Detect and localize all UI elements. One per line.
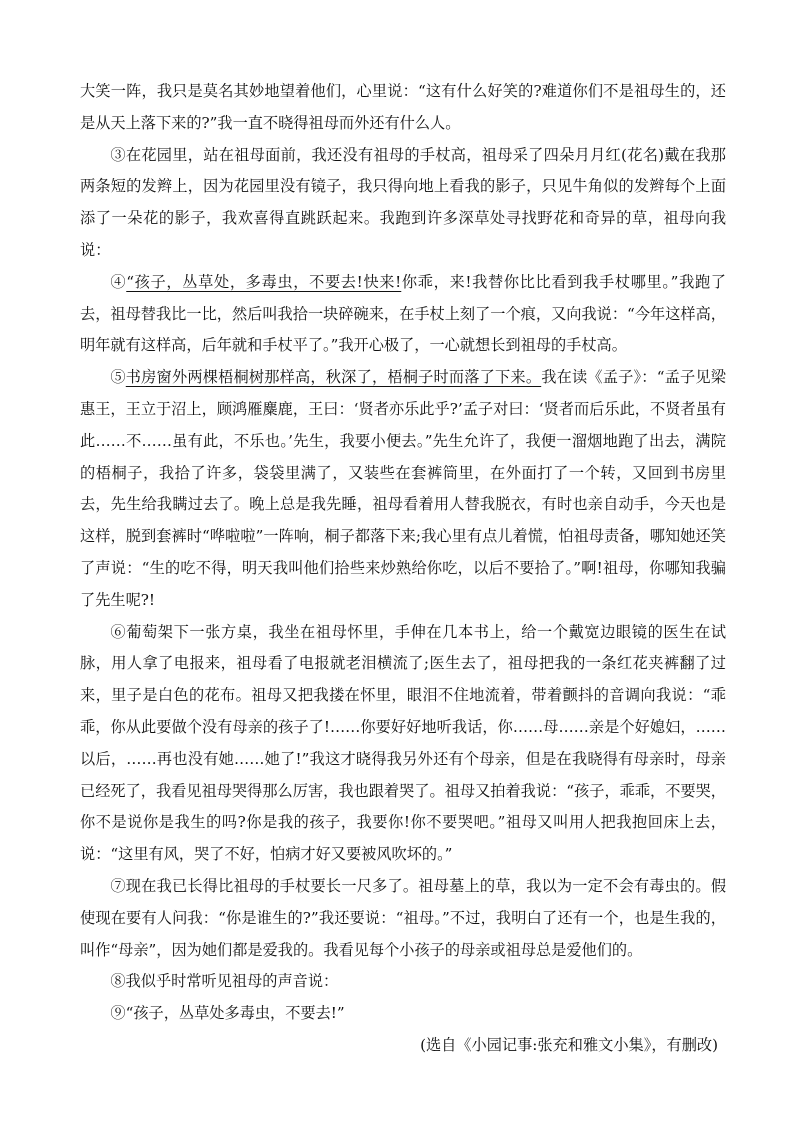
paragraph-text: ⑦现在我已长得比祖母的手杖要长一尺多了。祖母墓上的草，我以为一定不会有毒虫的。假使现在要有人问我：“你是谁生的?”我还要说：“祖母。”不过，我明白了还有一个，也是生我的，叫作“母亲”，因为她们都是爱我的。我看见每个小孩子的母亲或祖母总是爱他们的。: [80, 876, 726, 959]
paragraph-text: ③在花园里，站在祖母面前，我还没有祖母的手杖高，祖母采了四朵月月红(花名)戴在我那两条短的发辫上，因为花园里没有镜子，我只得向地上看我的影子，只见牛角似的发辫每个上面添了一朵花的影子，我欢喜得直跳跃起来。我跑到许多深草处寻找野花和奇异的草，祖母向我说：: [80, 145, 726, 259]
paragraph-text: ⑧我似乎时常听见祖母的声音说：: [110, 972, 339, 991]
paragraph-6: [80, 617, 726, 871]
source-citation: [80, 1030, 726, 1062]
paragraph-number: ⑤: [110, 368, 126, 387]
document-page: [80, 76, 726, 1062]
paragraph-text: 大笑一阵，我只是莫名其妙地望着他们，心里说：“这有什么好笑的?难道你们不是祖母生的，还是从天上落下来的?”我一直不晓得祖母而外还有什么人。: [80, 82, 726, 132]
paragraph-number: ④: [110, 272, 127, 291]
paragraph-9: [80, 998, 726, 1030]
paragraph-4: [80, 267, 726, 362]
paragraph-3: [80, 140, 726, 267]
paragraph-5: [80, 362, 726, 616]
paragraph-text: 我在读《孟子》：“孟子见梁惠王，王立于沼上，顾鸿雁麋鹿，王曰：‘贤者亦乐此乎?’孟子对曰：‘贤者而后乐此，不贤者虽有此……不……虽有此，不乐也。’先生，我要小便去。”先生允许了，我便一溜烟地跑了出去，满院的梧桐子，我拾了许多，袋袋里满了，又装些在套裤筒里，在外面打了一个转，又回到书房里去，先生给我瞒过去了。晚上总是我先睡，祖母看着用人替我脱衣，有时也亲自动手，今天也是这样，脱到套裤时“哗啦啦”一阵响，桐子都落下来;我心里有点儿着慌，怕祖母责备，哪知她还笑了声说：“生的吃不得，明天我叫他们拾些来炒熟给你吃，以后不要拾了。”啊!祖母，你哪知我骗了先生呢?!: [80, 368, 726, 609]
underlined-sentence: 书房窗外两棵梧桐树那样高，秋深了，梧桐子时而落了下来。: [125, 368, 542, 387]
paragraph-8: [80, 966, 726, 998]
paragraph-continuation: [80, 76, 726, 140]
source-text: (选自《小园记事:张充和雅文小集》，有删改): [420, 1035, 718, 1054]
paragraph-text: ⑥葡萄架下一张方桌，我坐在祖母怀里，手伸在几本书上，给一个戴宽边眼镜的医生在试脉，用人拿了电报来，祖母看了电报就老泪横流了;医生去了，祖母把我的一条红花夹裤翻了过来，里子是白色的花布。祖母又把我搂在怀里，眼泪不住地流着，带着颤抖的音调向我说：“乖乖，你从此要做个没有母亲的孩子了!……你要好好地听我话，你……母……亲是个好媳妇，……以后，……再也没有她……她了!”我这才晓得我另外还有个母亲，但是在我晓得有母亲时，母亲已经死了，我看见祖母哭得那么厉害，我也跟着哭了。祖母又拍着我说：“孩子，乖乖，不要哭，你不是说你是我生的吗?你是我的孩子，我要你!你不要哭吧。”祖母又叫用人把我抱回床上去，说：“这里有风，哭了不好，怕病才好又要被风吹坏的。”: [80, 622, 726, 864]
underlined-sentence: “孩子，丛草处，多毒虫，不要去!快来!: [126, 272, 402, 291]
paragraph-text: ⑨“孩子，丛草处多毒虫，不要去!”: [110, 1004, 345, 1023]
paragraph-text: 你乖，来!我替你比比看到我手杖哪里。”我跑了去，祖母替我比一比，然后叫我拾一块碎碗来，在手杖上刻了一个痕，又向我说：“今年这样高，明年就有这样高，后年就和手杖平了。”我开心极了，一心就想长到祖母的手杖高。: [80, 272, 726, 355]
paragraph-7: [80, 871, 726, 966]
